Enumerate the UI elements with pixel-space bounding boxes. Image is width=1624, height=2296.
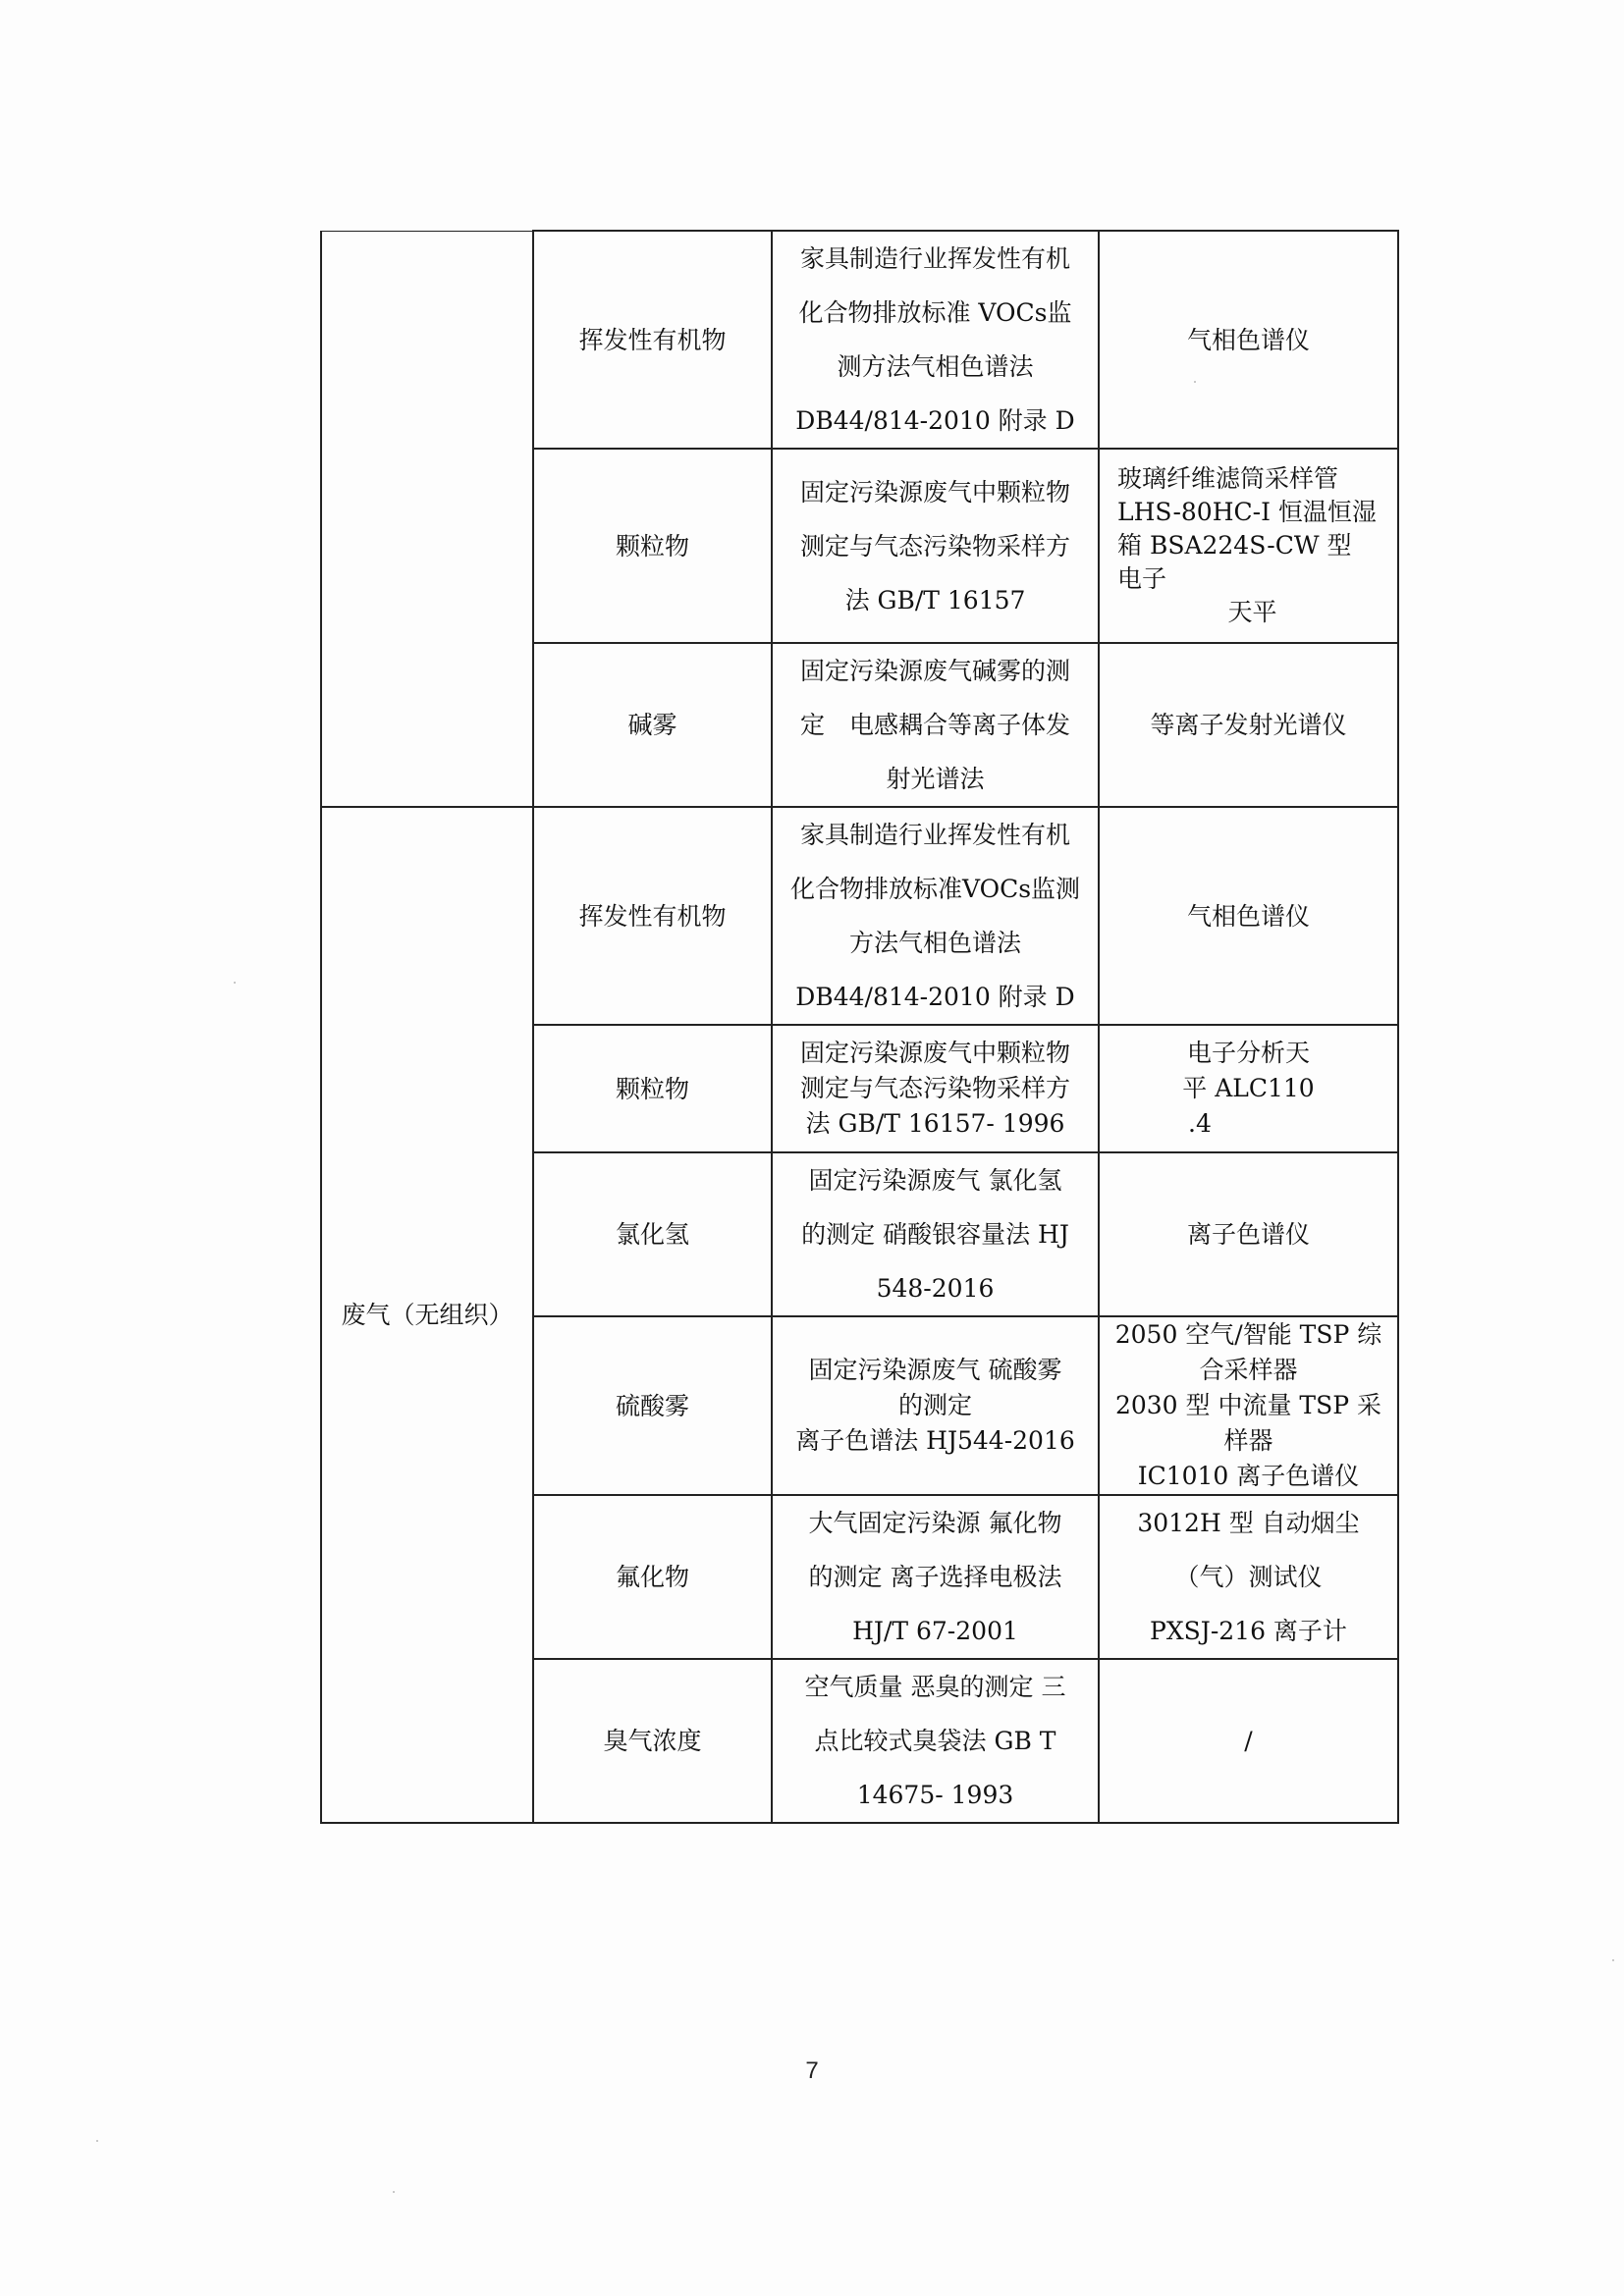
method-cell: 大气固定污染源 氟化物 的测定 离子选择电极法 HJ/T 67-2001: [772, 1495, 1099, 1659]
method-cell: 固定污染源废气中颗粒物 测定与气态污染物采样方 法 GB/T 16157- 1996: [772, 1025, 1099, 1152]
pollutant-cell: 颗粒物: [533, 1025, 772, 1152]
scan-speck: [234, 982, 236, 984]
method-cell: 空气质量 恶臭的测定 三 点比较式臭袋法 GB T 14675- 1993: [772, 1659, 1099, 1823]
instrument-cell: /: [1099, 1659, 1398, 1823]
scan-speck: [393, 2191, 395, 2193]
pollutant-cell: 硫酸雾: [533, 1316, 772, 1495]
instrument-cell: 气相色谱仪: [1099, 231, 1398, 449]
scan-speck: [1612, 1959, 1614, 1961]
pollutant-cell: 挥发性有机物: [533, 807, 772, 1025]
category-cell: [321, 231, 533, 807]
table-row: [321, 231, 1398, 449]
pollutant-cell: 颗粒物: [533, 449, 772, 643]
instrument-cell: 等离子发射光谱仪: [1099, 643, 1398, 807]
page-number: 7: [805, 2057, 819, 2084]
scan-speck: [96, 2140, 98, 2142]
method-cell: 固定污染源废气 氯化氢 的测定 硝酸银容量法 HJ 548-2016: [772, 1152, 1099, 1316]
pollutant-cell: 氟化物: [533, 1495, 772, 1659]
pollutant-cell: 挥发性有机物: [533, 231, 772, 449]
method-cell: 固定污染源废气碱雾的测 定 电感耦合等离子体发 射光谱法: [772, 643, 1099, 807]
scan-speck: [1194, 381, 1196, 383]
method-cell: 固定污染源废气 硫酸雾 的测定 离子色谱法 HJ544-2016: [772, 1316, 1099, 1495]
method-cell: 家具制造行业挥发性有机 化合物排放标准 VOCs监 测方法气相色谱法 DB44/814-2010 附录 D: [772, 231, 1099, 449]
table-row: [321, 807, 1398, 1025]
pollutant-cell: 臭气浓度: [533, 1659, 772, 1823]
instrument-cell: 离子色谱仪: [1099, 1152, 1398, 1316]
pollutant-cell: 氯化氢: [533, 1152, 772, 1316]
monitoring-method-table: [320, 230, 1399, 1824]
instrument-cell: 3012H 型 自动烟尘 （气）测试仪 PXSJ-216 离子计: [1099, 1495, 1398, 1659]
method-cell: 家具制造行业挥发性有机 化合物排放标准VOCs监测 方法气相色谱法 DB44/814-2010 附录 D: [772, 807, 1099, 1025]
pollutant-cell: 碱雾: [533, 643, 772, 807]
instrument-cell: 玻璃纤维滤筒采样管 LHS-80HC-I 恒温恒湿 箱 BSA224S-CW 型 电子 天平: [1099, 449, 1398, 643]
instrument-cell: 2050 空气/智能 TSP 综 合采样器 2030 型 中流量 TSP 采 样器 IC1010 离子色谱仪: [1099, 1316, 1398, 1495]
method-cell: 固定污染源废气中颗粒物 测定与气态污染物采样方 法 GB/T 16157: [772, 449, 1099, 643]
instrument-cell: 气相色谱仪: [1099, 807, 1398, 1025]
category-cell: 废气（无组织）: [321, 807, 533, 1823]
instrument-cell: 电子分析天 平 ALC110 .4: [1099, 1025, 1398, 1152]
